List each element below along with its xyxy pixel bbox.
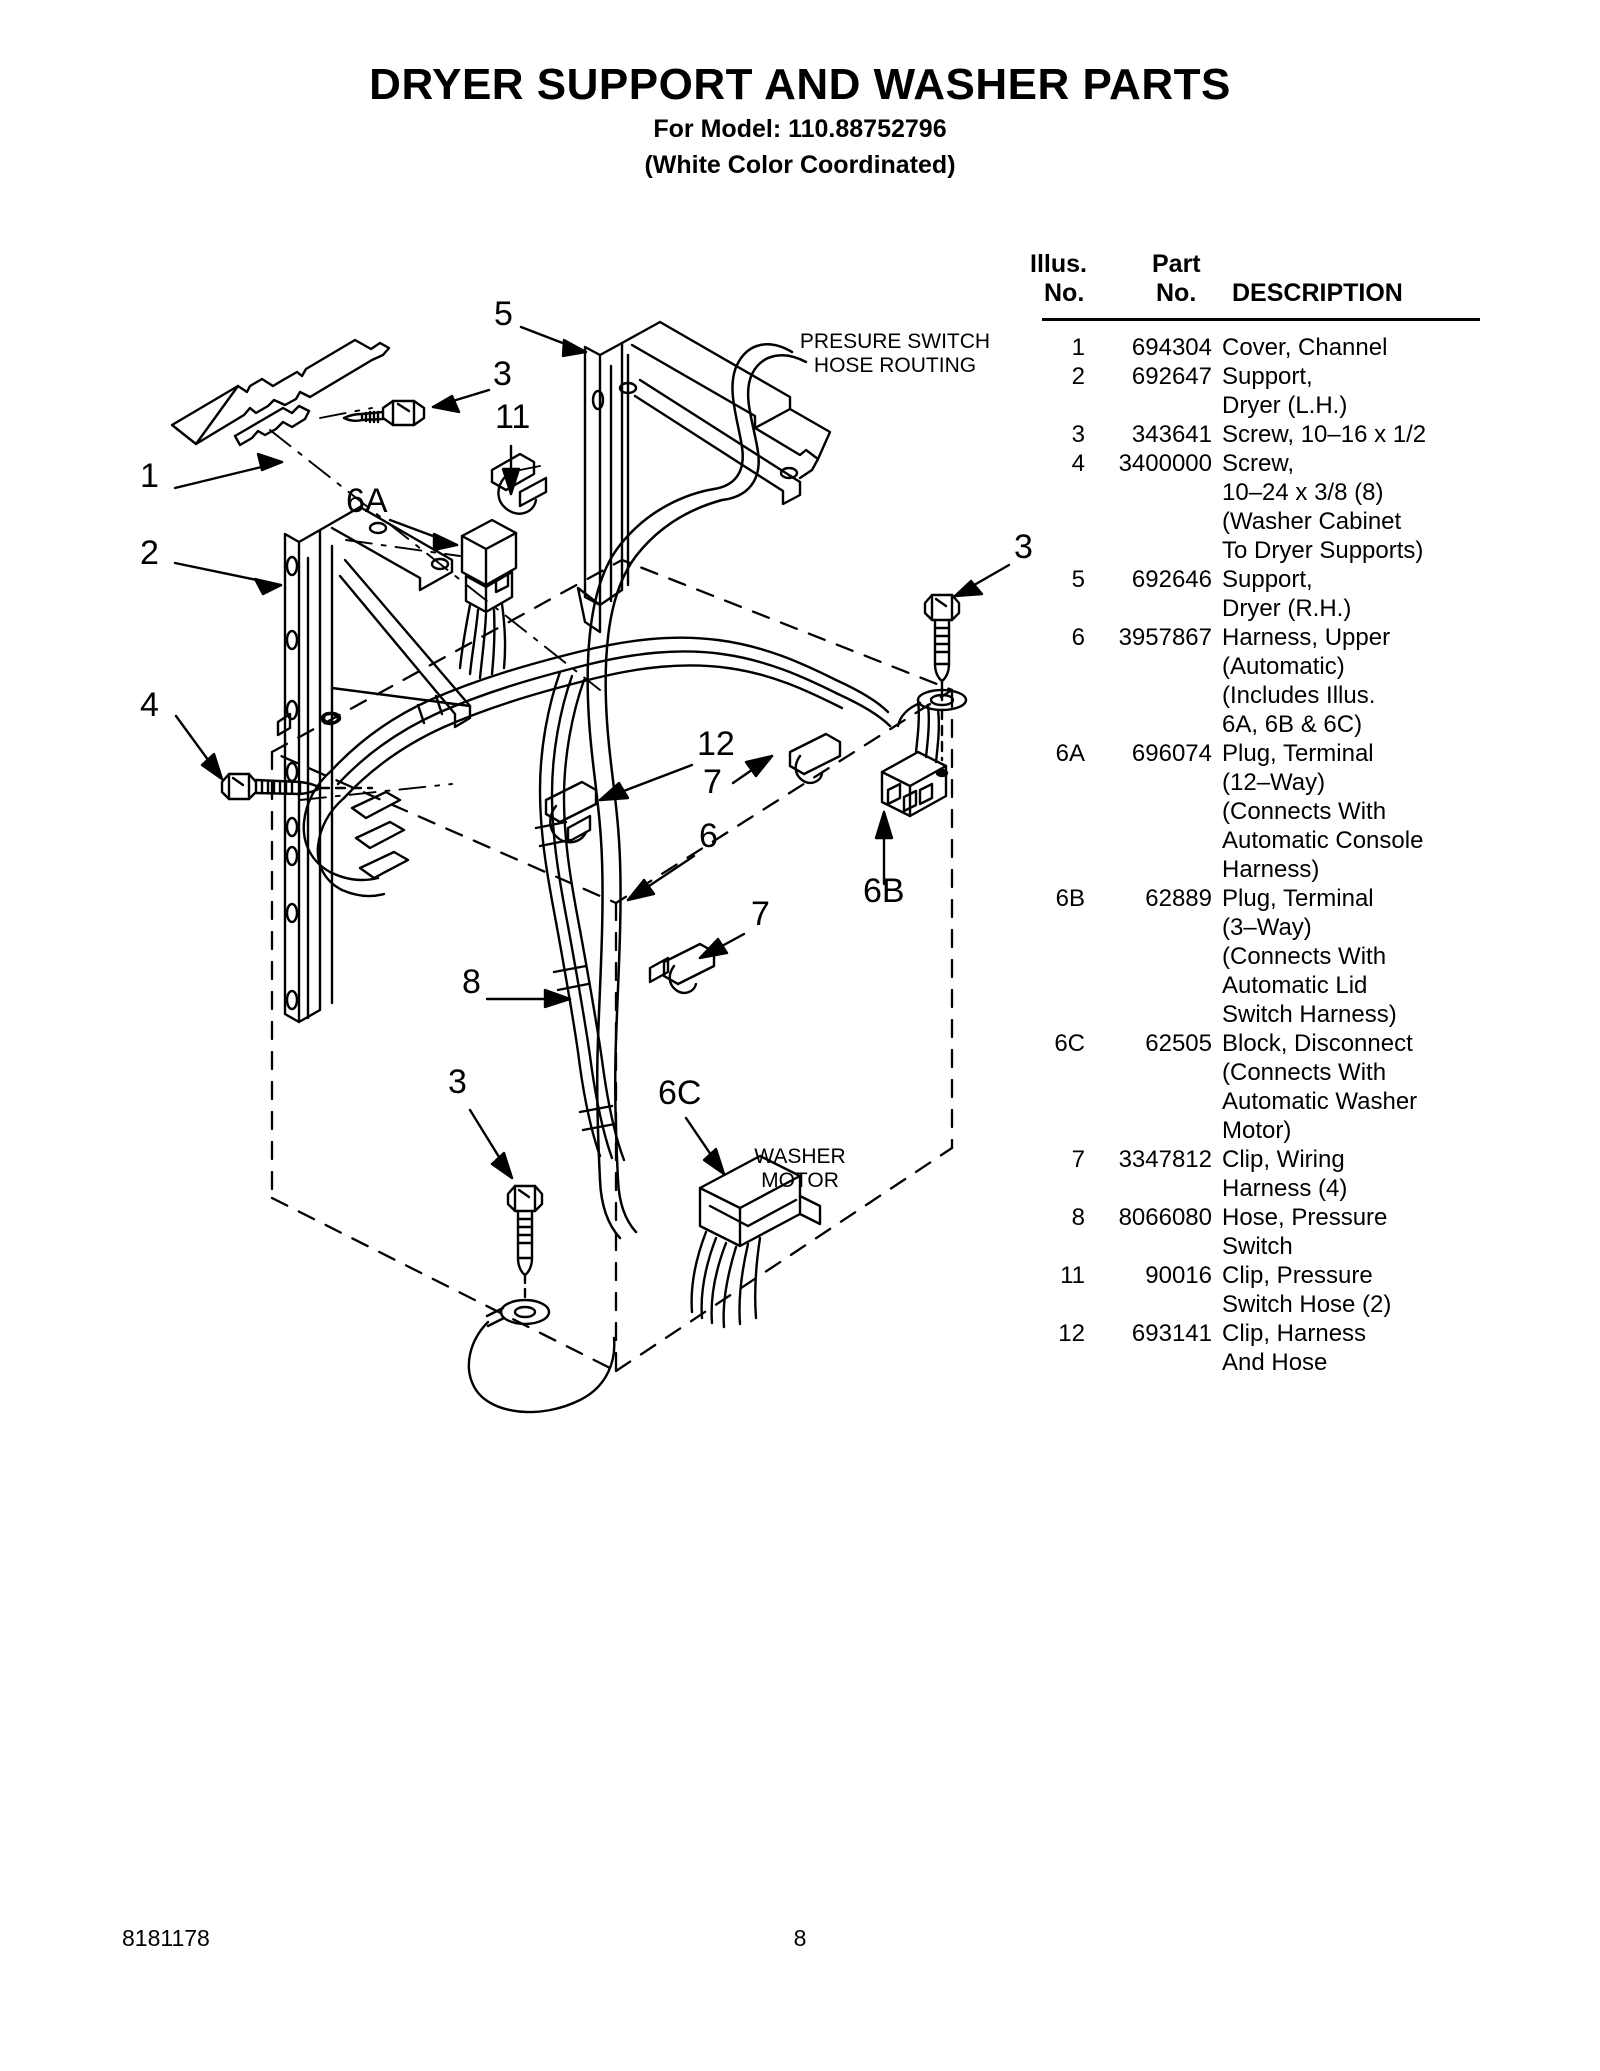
part-3-screw-right <box>898 595 966 776</box>
table-row <box>1010 362 1490 420</box>
callout-7-upper: 7 <box>703 763 722 801</box>
cell-description: 6A, 6B & 6C) <box>1222 711 1363 738</box>
cell-description: Screw, 10–16 x 1/2 <box>1222 421 1427 448</box>
cell-description: (3–Way) <box>1222 914 1312 941</box>
cell-description: Clip, Pressure <box>1222 1262 1373 1289</box>
callout-3-lower: 3 <box>448 1063 467 1101</box>
table-row-first-line <box>1010 1029 1490 1058</box>
cell-description: Switch Harness) <box>1222 1001 1397 1028</box>
cell-description: (Connects With <box>1222 943 1387 970</box>
part-12-harness-and-hose-clip <box>546 782 596 842</box>
washer-cabinet-outline <box>272 560 952 1371</box>
table-row-first-line <box>1010 362 1490 391</box>
cell-description: (Connects With <box>1222 1059 1387 1086</box>
table-row <box>1010 623 1490 739</box>
cell-description: Automatic Lid <box>1222 972 1368 999</box>
cell-description: (Washer Cabinet <box>1222 508 1402 535</box>
table-row-first-line <box>1010 1203 1490 1232</box>
part-3-screw-top <box>344 401 424 425</box>
cell-part-number: 90016 <box>1145 1262 1212 1289</box>
washer-motor-label-line1: WASHER <box>754 1145 846 1168</box>
cell-description: (12–Way) <box>1222 769 1326 796</box>
cell-illus-number: 8 <box>1071 1204 1085 1231</box>
part-5-dryer-support-rh <box>578 322 830 632</box>
table-row-continuation-line <box>1010 1174 1490 1203</box>
table-row-continuation-line <box>1010 913 1490 942</box>
table-row-first-line <box>1010 420 1490 449</box>
cell-description: And Hose <box>1222 1349 1328 1376</box>
column-header-illus-line2: No. <box>1044 279 1085 307</box>
callout-7-lower: 7 <box>751 895 770 933</box>
cell-part-number: 62889 <box>1145 885 1212 912</box>
part-6-upper-harness <box>304 638 890 1160</box>
table-row <box>1010 884 1490 1029</box>
cell-part-number: 692647 <box>1131 363 1212 390</box>
cell-illus-number: 6C <box>1054 1030 1085 1057</box>
table-row <box>1010 333 1490 362</box>
table-row-continuation-line <box>1010 797 1490 826</box>
part-6a-terminal-plug-12-way <box>460 520 516 678</box>
washer-motor-label-line2: MOTOR <box>761 1169 839 1192</box>
cell-description: Support, <box>1222 566 1313 593</box>
cell-description: Cover, Channel <box>1222 334 1388 361</box>
callout-6b: 6B <box>863 872 905 910</box>
cell-part-number: 62505 <box>1145 1030 1212 1057</box>
cell-description: Screw, <box>1222 450 1295 477</box>
table-row <box>1010 1319 1490 1377</box>
cell-description: Harness) <box>1222 856 1320 883</box>
pressure-switch-hose-routing-line1: PRESURE SWITCH <box>799 330 991 353</box>
table-row-continuation-line <box>1010 536 1490 565</box>
cell-description: Switch <box>1222 1233 1293 1260</box>
cell-illus-number: 11 <box>1060 1262 1085 1289</box>
callout-1: 1 <box>140 457 159 495</box>
part-1-cover-channel <box>172 340 389 445</box>
table-row-continuation-line <box>1010 826 1490 855</box>
cell-description: Motor) <box>1222 1117 1292 1144</box>
table-row-continuation-line <box>1010 652 1490 681</box>
cell-illus-number: 5 <box>1071 566 1085 593</box>
callout-4: 4 <box>140 686 159 724</box>
table-row-continuation-line <box>1010 681 1490 710</box>
pressure-switch-hose-routing-line2: HOSE ROUTING <box>813 354 977 377</box>
cell-description: Harness (4) <box>1222 1175 1348 1202</box>
cell-part-number: 694304 <box>1131 334 1212 361</box>
cell-description: (Automatic) <box>1222 653 1345 680</box>
column-header-part-line1: Part <box>1152 250 1201 278</box>
cell-description: Plug, Terminal <box>1222 885 1374 912</box>
cell-description: Dryer (L.H.) <box>1222 392 1348 419</box>
cell-illus-number: 3 <box>1071 421 1085 448</box>
part-4-screw <box>222 774 372 799</box>
cell-description: Block, Disconnect <box>1222 1030 1413 1057</box>
table-row-first-line <box>1010 884 1490 913</box>
table-row <box>1010 1145 1490 1203</box>
title-block <box>0 62 1600 179</box>
column-header-description: DESCRIPTION <box>1232 279 1403 307</box>
table-row-continuation-line <box>1010 478 1490 507</box>
cell-illus-number: 12 <box>1058 1320 1085 1347</box>
callout-3-top: 3 <box>493 355 512 393</box>
callout-5: 5 <box>494 295 513 333</box>
table-row-continuation-line <box>1010 594 1490 623</box>
callout-leader-lines <box>175 327 1009 1178</box>
cell-description: Plug, Terminal <box>1222 740 1374 767</box>
callout-6c: 6C <box>658 1074 702 1112</box>
table-row-continuation-line <box>1010 507 1490 536</box>
cell-description: Switch Hose (2) <box>1222 1291 1392 1318</box>
cell-illus-number: 4 <box>1071 450 1085 477</box>
cell-part-number: 693141 <box>1131 1320 1212 1347</box>
part-7-wiring-harness-clips <box>650 734 840 993</box>
callout-12: 12 <box>697 725 735 763</box>
footer-page-number: 8 <box>793 1925 807 1951</box>
cell-description: Automatic Console <box>1222 827 1424 854</box>
callout-6a: 6A <box>346 482 388 520</box>
callout-3-right: 3 <box>1014 528 1033 566</box>
part-8-pressure-switch-hose <box>588 344 806 1238</box>
part-6b-terminal-plug-3-way <box>882 700 946 816</box>
cell-part-number: 3957867 <box>1118 624 1212 651</box>
model-number-line: For Model: 110.88752796 <box>653 115 947 144</box>
cell-description: 10–24 x 3/8 (8) <box>1222 479 1384 506</box>
table-row-continuation-line <box>1010 971 1490 1000</box>
cell-part-number: 696074 <box>1131 740 1212 767</box>
cell-description: Harness, Upper <box>1222 624 1391 651</box>
table-row-continuation-line <box>1010 391 1490 420</box>
table-row-continuation-line <box>1010 942 1490 971</box>
cell-description: Clip, Wiring <box>1222 1146 1345 1173</box>
callout-8: 8 <box>462 963 481 1001</box>
parts-list-body <box>1010 333 1490 1377</box>
footer-document-number: 8181178 <box>122 1925 210 1951</box>
callout-2: 2 <box>140 534 159 572</box>
cell-description: Hose, Pressure <box>1222 1204 1388 1231</box>
table-header-row <box>1010 250 1480 316</box>
table-row-continuation-line <box>1010 1087 1490 1116</box>
page-title: DRYER SUPPORT AND WASHER PARTS <box>369 60 1231 109</box>
column-header-illus-line1: Illus. <box>1030 250 1087 278</box>
cell-part-number: 8066080 <box>1118 1204 1212 1231</box>
cell-description: Dryer (R.H.) <box>1222 595 1352 622</box>
color-subtitle: (White Color Coordinated) <box>644 150 956 179</box>
cell-part-number: 3347812 <box>1118 1146 1212 1173</box>
cell-description: (Connects With <box>1222 798 1387 825</box>
table-row <box>1010 1029 1490 1145</box>
cell-part-number: 3400000 <box>1118 450 1212 477</box>
parts-list-table <box>1010 250 1480 316</box>
table-row-first-line <box>1010 449 1490 478</box>
table-row-first-line <box>1010 623 1490 652</box>
cell-illus-number: 6 <box>1071 624 1085 651</box>
table-row-first-line <box>1010 1261 1490 1290</box>
cell-description: Support, <box>1222 363 1313 390</box>
cell-illus-number: 2 <box>1071 363 1085 390</box>
part-2-dryer-support-lh <box>278 507 470 1022</box>
cell-illus-number: 6B <box>1055 885 1085 912</box>
cell-description: To Dryer Supports) <box>1222 537 1424 564</box>
table-row-continuation-line <box>1010 1000 1490 1029</box>
table-row-continuation-line <box>1010 1290 1490 1319</box>
assembly-alignment-lines <box>270 408 600 800</box>
table-row-continuation-line <box>1010 1116 1490 1145</box>
table-row <box>1010 1203 1490 1261</box>
cell-description: Clip, Harness <box>1222 1320 1367 1347</box>
cell-illus-number: 7 <box>1071 1146 1085 1173</box>
cell-illus-number: 6A <box>1055 740 1085 767</box>
table-row-continuation-line <box>1010 855 1490 884</box>
callout-6: 6 <box>699 817 718 855</box>
table-row <box>1010 420 1490 449</box>
part-6c-disconnect-block <box>692 1156 820 1327</box>
table-row-first-line <box>1010 1145 1490 1174</box>
table-row <box>1010 449 1490 565</box>
table-row <box>1010 565 1490 623</box>
column-header-part-line2: No. <box>1156 279 1197 307</box>
table-row-first-line <box>1010 565 1490 594</box>
callout-11: 11 <box>495 398 531 436</box>
table-row-first-line <box>1010 333 1490 362</box>
table-row <box>1010 1261 1490 1319</box>
cell-part-number: 692646 <box>1131 566 1212 593</box>
table-row <box>1010 739 1490 884</box>
part-3-screw-lower <box>469 1186 614 1412</box>
table-row-continuation-line <box>1010 710 1490 739</box>
table-row-continuation-line <box>1010 1348 1490 1377</box>
table-header-divider <box>1042 318 1480 321</box>
table-row-continuation-line <box>1010 1232 1490 1261</box>
table-row-continuation-line <box>1010 1058 1490 1087</box>
cell-illus-number: 1 <box>1071 334 1085 361</box>
cell-description: (Includes Illus. <box>1222 682 1376 709</box>
part-11-pressure-switch-hose-clip <box>492 454 546 514</box>
cell-description: Automatic Washer <box>1222 1088 1418 1115</box>
table-row-first-line <box>1010 1319 1490 1348</box>
cell-part-number: 343641 <box>1131 421 1212 448</box>
table-row-first-line <box>1010 739 1490 768</box>
table-row-continuation-line <box>1010 768 1490 797</box>
